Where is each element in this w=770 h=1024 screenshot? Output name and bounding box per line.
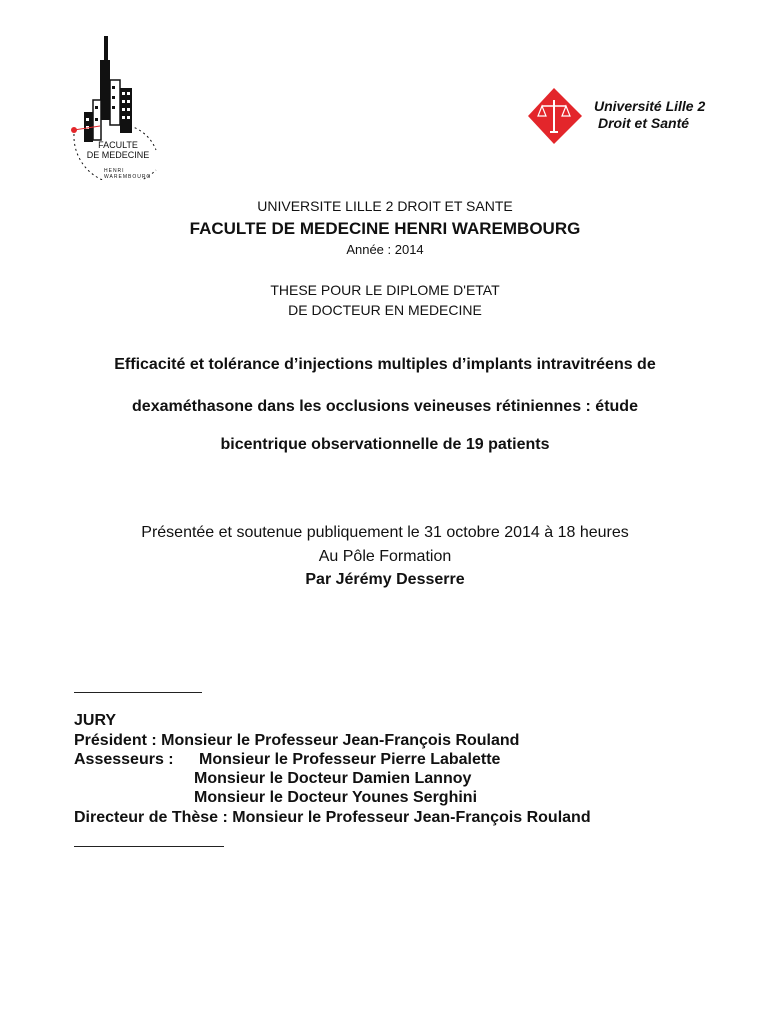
faculty-logo [60, 30, 170, 180]
separator-bottom [74, 846, 224, 847]
author-name: Par Jérémy Desserre [305, 571, 465, 588]
separator-top [74, 692, 202, 693]
university-logo-line1: Université Lille 2 [594, 98, 706, 114]
jury-assessor-2: Monsieur le Docteur Damien Lannoy [194, 770, 472, 787]
jury-director: Directeur de Thèse : Monsieur le Professeur Jean-François Rouland [74, 809, 591, 826]
jury-heading: JURY [74, 712, 117, 729]
jury-president: Président : Monsieur le Professeur Jean-François Rouland [74, 732, 520, 749]
thesis-title-line1: Efficacité et tolérance d’injections multiples d’implants intravitréens de [114, 356, 656, 373]
thesis-title-line2: dexaméthasone dans les occlusions veineuses rétiniennes : étude [132, 398, 638, 415]
academic-year: Année : 2014 [346, 242, 424, 257]
jury-assessor-1: Monsieur le Professeur Pierre Labalette [199, 751, 501, 768]
jury-assessors-label: Assesseurs : [74, 751, 174, 768]
jury-assessor-3: Monsieur le Docteur Younes Serghini [194, 789, 478, 806]
defense-location: Au Pôle Formation [318, 548, 452, 565]
scales-of-justice-icon [524, 86, 588, 148]
university-logo-line2: Droit et Santé [598, 115, 690, 131]
faculty-logo-line1: FACULTE [98, 140, 138, 150]
university-name: UNIVERSITE LILLE 2 DROIT ET SANTE [257, 198, 513, 214]
thesis-title-line3: bicentrique observationnelle de 19 patients [220, 436, 550, 453]
thesis-type-line2: DE DOCTEUR EN MEDECINE [288, 302, 482, 318]
defense-date: Présentée et soutenue publiquement le 31 octobre 2014 à 18 heures [141, 524, 629, 541]
thesis-type-line1: THESE POUR LE DIPLOME D'ETAT [270, 282, 500, 298]
university-logo [524, 86, 734, 148]
faculty-logo-arc-text: HENRI WAREMBOURG [104, 168, 152, 180]
faculty-name: FACULTE DE MEDECINE HENRI WAREMBOURG [189, 219, 581, 238]
faculty-logo-line2: DE MEDECINE [86, 150, 150, 160]
